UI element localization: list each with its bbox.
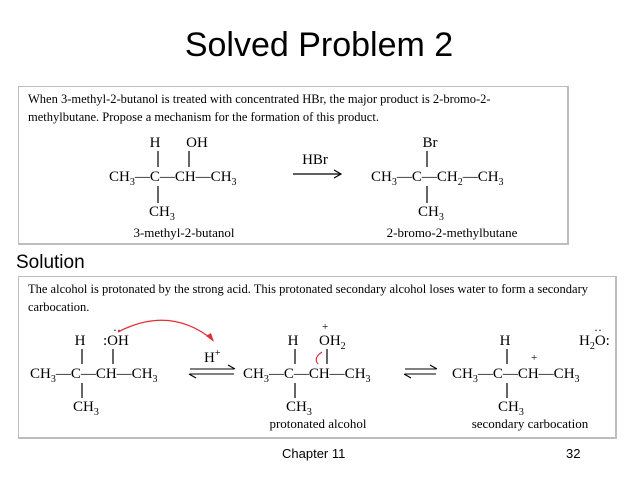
svg-text:H: H [149, 135, 161, 151]
alcohol-structure [30, 323, 158, 418]
svg-text:CH3—C—CH—CH3: $CH_3—C—CH—CH_3$ [109, 169, 237, 188]
svg-text:H: H [499, 333, 511, 349]
reagent-label: HBr [302, 152, 328, 168]
intermediate-name: protonated alcohol [269, 416, 367, 431]
svg-text:+: + [531, 352, 538, 364]
problem-statement: When 3-methyl-2-butanol is treated with concentrated HBr, the major product is 2-bromo-2-methylbutane. Propose a mechanism for the formation of this product. [28, 92, 491, 124]
svg-text:CH3: $CH_3$ [498, 399, 524, 418]
svg-text:CH3: $CH_3$ [418, 204, 444, 223]
solution-heading: Solution [16, 252, 85, 273]
svg-text:CH3—C—CH—CH3: $CH_3—C—CH—CH_3$ [243, 366, 371, 385]
svg-text:CH3—C—CH—CH3: $CH_3—C—CH—CH_3$ [30, 366, 158, 385]
carbocation-name: secondary carbocation [471, 416, 589, 431]
footer-chapter: Chapter 11 [282, 446, 346, 461]
svg-text:Br: Br [422, 135, 438, 151]
svg-text:OH: OH [186, 135, 208, 151]
svg-text:CH3—C—CH—CH3: $CH_3—C—CH—CH_3$ [452, 366, 580, 385]
svg-text:H: H [74, 333, 86, 349]
svg-text:CH3: $CH_3$ [73, 399, 99, 418]
svg-text:··: ·· [594, 323, 602, 337]
svg-text:OH2: $OH_2$ [319, 333, 346, 352]
reactant-name: 3-methyl-2-butanol [133, 225, 235, 240]
product-name: 2-bromo-2-methylbutane [386, 225, 518, 240]
carbocation-structure [452, 323, 610, 418]
curved-arrow-icon [118, 320, 213, 340]
curved-arrow-head-icon [206, 333, 214, 342]
svg-text:H: H [287, 333, 299, 349]
svg-text:CH3: $CH_3$ [286, 399, 312, 418]
solution-statement: The alcohol is protonated by the strong acid. This protonated secondary alcohol loses water to form a secondary carbocation. [28, 282, 589, 314]
equilibrium-arrow-1 [189, 365, 235, 378]
equilibrium-arrow-2 [404, 365, 437, 378]
svg-text::OH: :OH [103, 333, 129, 349]
svg-text:H+: H+ [204, 348, 221, 366]
svg-text:··: ·· [113, 323, 121, 337]
slide-title: Solved Problem 2 [184, 26, 454, 64]
svg-text:CH3: $CH_3$ [149, 204, 175, 223]
page-number: 32 [566, 446, 581, 461]
svg-text:+: + [322, 321, 329, 333]
protonated-alcohol-structure [243, 321, 371, 418]
svg-text:CH3—C—CH2—CH3: $CH_3—C—CH_2—CH_3$ [371, 169, 504, 188]
svg-text:H2O:: $H_2O$: [579, 333, 610, 352]
